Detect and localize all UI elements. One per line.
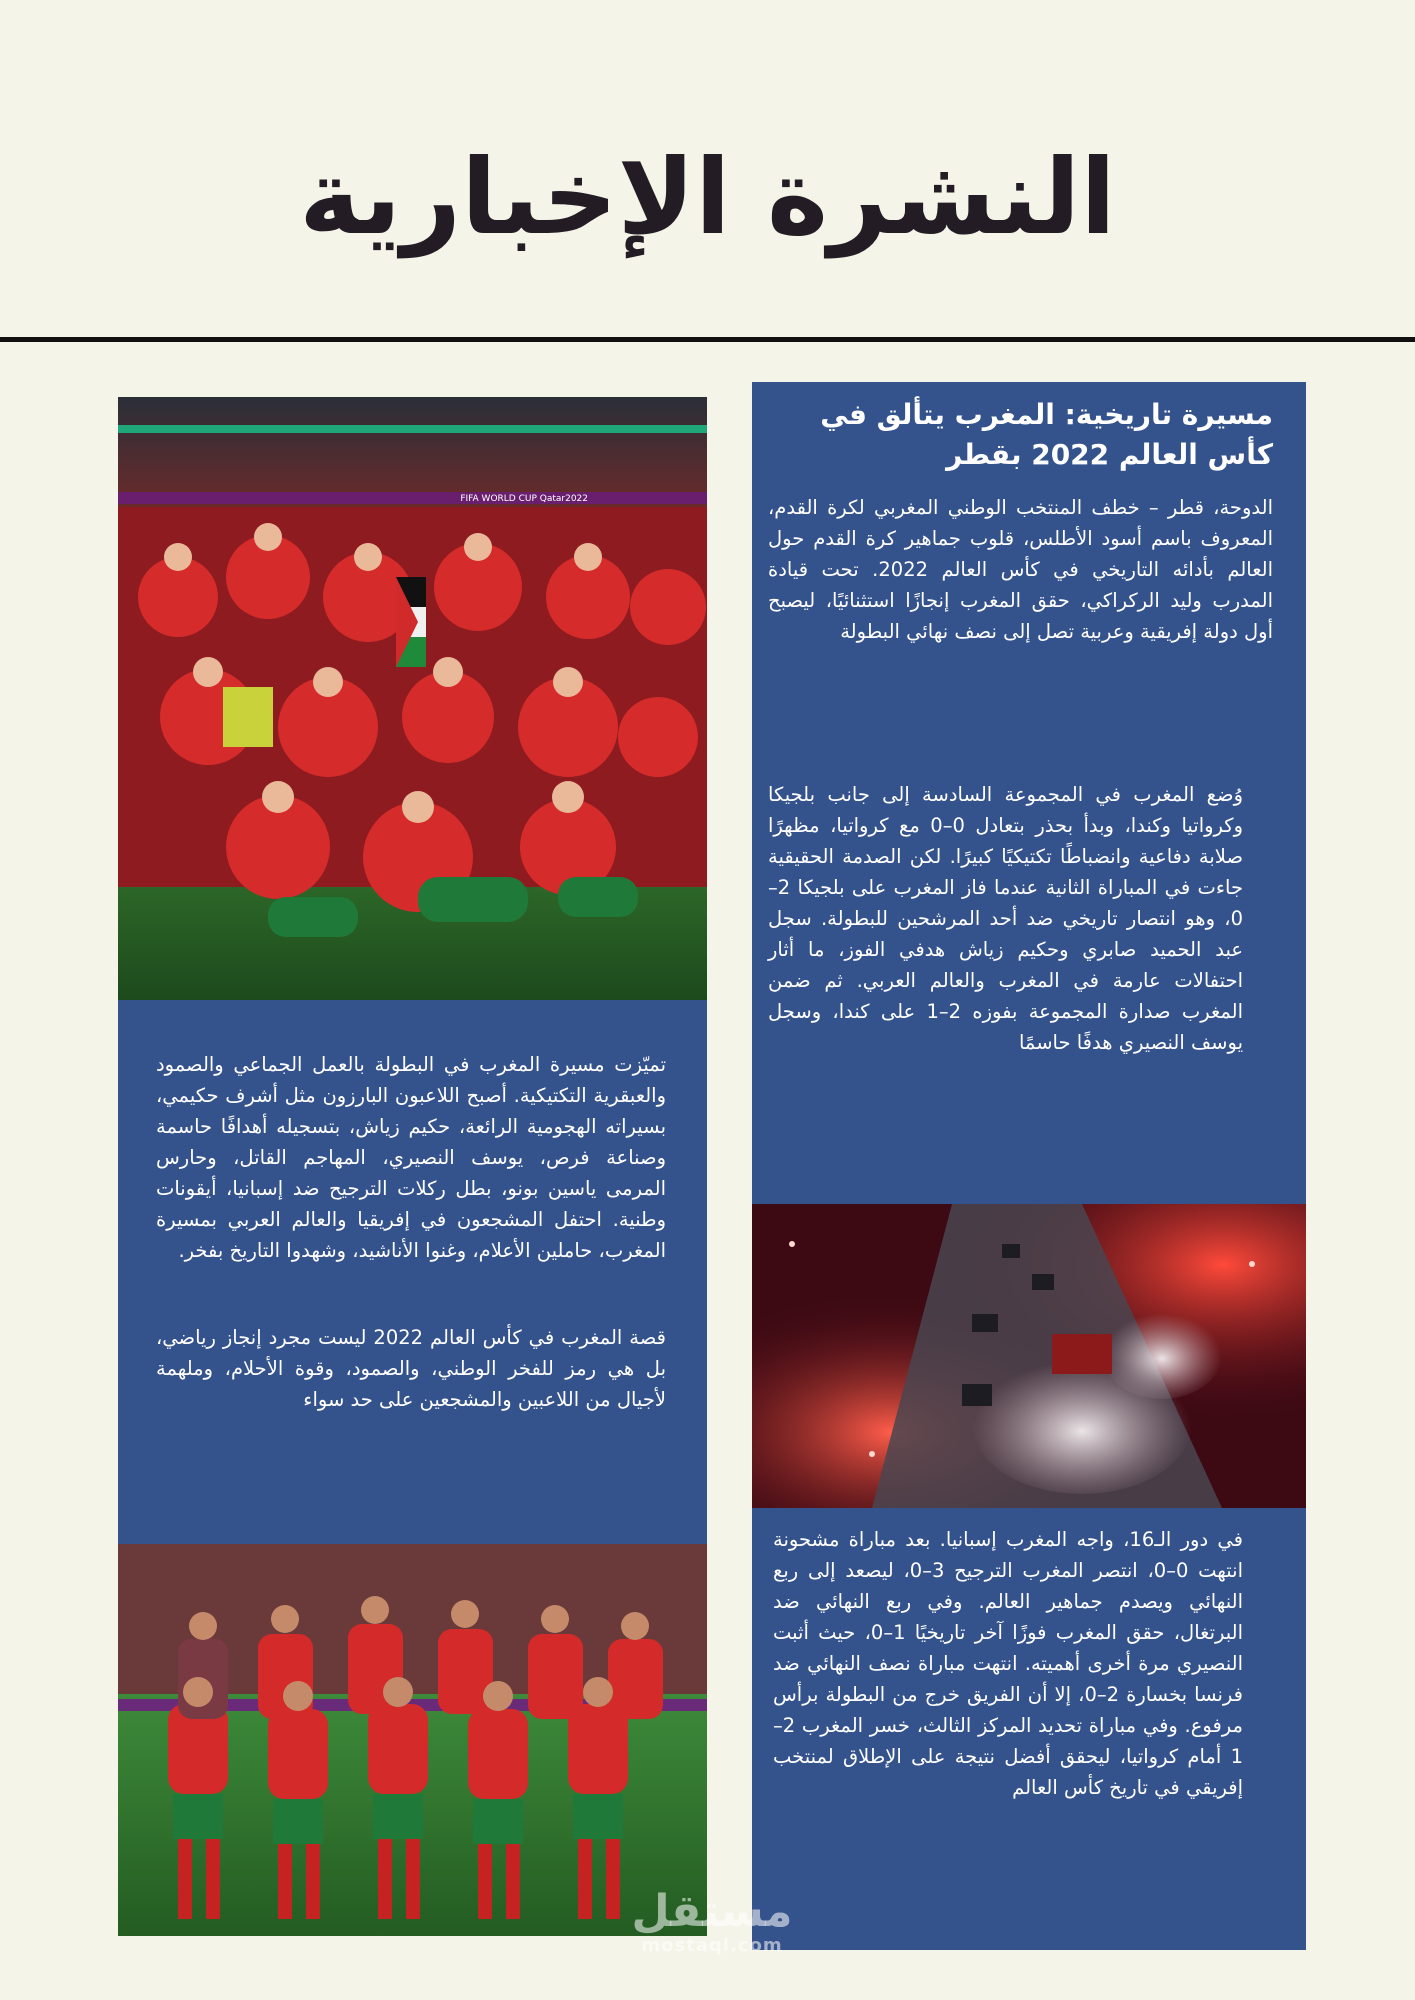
team-celebration-photo	[118, 397, 707, 1000]
article-intro: الدوحة، قطر – خطف المنتخب الوطني المغربي لكرة القدم، المعروف باسم أسود الأطلس، قلوب جماهير كرة القدم حول العالم بأدائه التاريخي في كأس العالم 2022. تحت قيادة المدرب وليد الركراكي، حقق المغرب إنجازًا استثنائيًا، ليصبح أول دولة إفريقية وعربية تصل إلى نصف نهائي البطولة	[768, 496, 1273, 643]
stadium-banner-text: FIFA WORLD CUP Qatar2022	[460, 494, 588, 504]
watermark	[612, 1888, 812, 1956]
article-group-stage: وُضع المغرب في المجموعة السادسة إلى جانب بلجيكا وكرواتيا وكندا، وبدأ بحذر بتعادل 0–0 مع كرواتيا، مظهرًا صلابة دفاعية وانضباطًا تكتيكيًا كبيرًا. لكن الصدمة الحقيقية جاءت في المباراة الثانية عندما فاز المغرب على بلجيكا 2–0، وهو انتصار تاريخي ضد أحد المرشحين للبطولة. سجل عبد الحميد صابري وحكيم زياش هدفي الفوز، ما أثار احتفالات عارمة في المغرب والعالم العربي. ثم ضمن المغرب صدارة المجموعة بفوزه 2–1 على كندا، وسجل يوسف النصيري هدفًا حاسمًا	[768, 783, 1243, 1054]
title-divider	[0, 337, 1415, 342]
page-title: النشرة الإخبارية	[299, 136, 1116, 258]
team-lineup-photo	[118, 1544, 707, 1936]
article-conclusion: قصة المغرب في كأس العالم 2022 ليست مجرد إنجاز رياضي، بل هي رمز للفخر الوطني، والصمود، وقوة الأحلام، وملهمة لأجيال من اللاعبين والمشجعين على حد سواء	[156, 1326, 666, 1411]
article-knockout: في دور الـ16، واجه المغرب إسبانيا. بعد مباراة مشحونة انتهت 0–0، انتصر المغرب الترجيح 3–0، ليصعد إلى ربع النهائي ويصدم جماهير العالم. وفي ربع النهائي ضد البرتغال، حقق المغرب فوزًا آخر تاريخيًا 1–0، حيث أثبت النصيري مرة أخرى أهميته. انتهت مباراة نصف النهائي ضد فرنسا بخسارة 2–0، إلا أن الفريق خرج من البطولة برأس مرفوع. وفي مباراة تحديد المركز الثالث، خسر المغرب 2–1 أمام كرواتيا، ليحقق أفضل نتيجة على الإطلاق لمنتخب إفريقي في تاريخ كأس العالم	[773, 1528, 1244, 1799]
watermark-arabic: مستقل	[631, 1886, 793, 1937]
celebration-street-photo	[752, 1204, 1306, 1508]
article-players: تميّزت مسيرة المغرب في البطولة بالعمل الجماعي والصمود والعبقرية التكتيكية. أصبح اللاعبون البارزون مثل أشرف حكيمي، بسيراته الهجومية الرائعة، حكيم زياش، بتسجيله أهدافًا حاسمة وصناعة فرص، يوسف النصيري، المهاجم القاتل، وحارس المرمى ياسين بونو، بطل ركلات الترجيح ضد إسبانيا، أيقونات وطنية. احتفل المشجعون في إفريقيا والعالم العربي بمسيرة المغرب، حاملين الأعلام، وغنوا الأناشيد، وشهدوا التاريخ بفخر.	[156, 1053, 666, 1262]
article-headline: مسيرة تاريخية: المغرب يتألق في كأس العالم 2022 بقطر	[820, 398, 1273, 471]
watermark-latin: mostaql.com	[641, 1935, 783, 1956]
